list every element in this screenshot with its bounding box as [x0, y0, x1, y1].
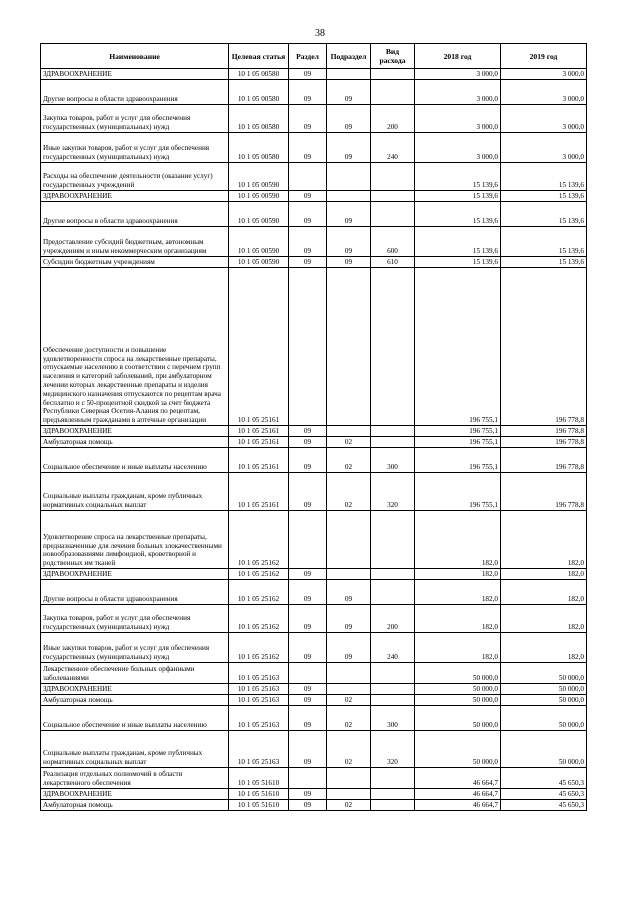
- cell-2018: 196 755,1: [415, 473, 501, 511]
- cell-subsection: [327, 191, 371, 202]
- cell-subsection: 02: [327, 706, 371, 731]
- table-row: [41, 633, 587, 663]
- table-row: [41, 133, 587, 163]
- cell-subsection: 09: [327, 80, 371, 105]
- cell-2018: 196 755,1: [415, 426, 501, 437]
- cell-code: 10 1 05 00580: [229, 133, 289, 163]
- cell-2018: 196 755,1: [415, 448, 501, 473]
- table-row: [41, 511, 587, 569]
- table-row: [41, 684, 587, 695]
- cell-expense-type: [371, 202, 415, 227]
- cell-section: 09: [289, 227, 327, 257]
- cell-section: 09: [289, 789, 327, 800]
- cell-subsection: [327, 569, 371, 580]
- cell-2018: 3 000,0: [415, 69, 501, 80]
- cell-subsection: 02: [327, 448, 371, 473]
- cell-subsection: 09: [327, 633, 371, 663]
- cell-code: 10 1 05 25163: [229, 731, 289, 768]
- cell-name: ЗДРАВООХРАНЕНИЕ: [41, 569, 229, 580]
- table-row: [41, 605, 587, 633]
- cell-subsection: 02: [327, 695, 371, 706]
- cell-subsection: 09: [327, 105, 371, 133]
- cell-subsection: [327, 684, 371, 695]
- cell-2018: 3 000,0: [415, 105, 501, 133]
- cell-subsection: [327, 426, 371, 437]
- cell-subsection: 02: [327, 800, 371, 811]
- cell-code: 10 1 05 51610: [229, 768, 289, 789]
- cell-2019: 3 000,0: [501, 69, 587, 80]
- cell-code: 10 1 05 25162: [229, 569, 289, 580]
- cell-name: Другие вопросы в области здравоохранения: [41, 580, 229, 605]
- cell-2018: 46 664,7: [415, 800, 501, 811]
- cell-code: 10 1 05 00580: [229, 105, 289, 133]
- header-year-2019: 2019 год: [501, 44, 587, 69]
- cell-subsection: 09: [327, 133, 371, 163]
- cell-section: 09: [289, 605, 327, 633]
- cell-2018: 15 139,6: [415, 202, 501, 227]
- cell-section: [289, 163, 327, 191]
- cell-2019: 196 778,8: [501, 437, 587, 448]
- cell-code: 10 1 05 00590: [229, 163, 289, 191]
- cell-section: 09: [289, 569, 327, 580]
- cell-code: 10 1 05 25162: [229, 511, 289, 569]
- table-row: [41, 426, 587, 437]
- cell-expense-type: [371, 789, 415, 800]
- cell-subsection: [327, 768, 371, 789]
- cell-subsection: [327, 69, 371, 80]
- table-row: [41, 800, 587, 811]
- cell-section: 09: [289, 191, 327, 202]
- cell-2019: 3 000,0: [501, 80, 587, 105]
- cell-subsection: 09: [327, 257, 371, 268]
- cell-expense-type: [371, 511, 415, 569]
- cell-section: 09: [289, 633, 327, 663]
- cell-code: 10 1 05 00590: [229, 257, 289, 268]
- cell-name: ЗДРАВООХРАНЕНИЕ: [41, 69, 229, 80]
- cell-2019: 15 139,6: [501, 227, 587, 257]
- cell-subsection: [327, 163, 371, 191]
- table-row: [41, 569, 587, 580]
- cell-2019: 50 000,0: [501, 695, 587, 706]
- cell-name: Закупка товаров, работ и услуг для обеспечения государственных (муниципальных) нужд: [41, 105, 229, 133]
- cell-section: 09: [289, 257, 327, 268]
- cell-expense-type: [371, 569, 415, 580]
- table-row: [41, 731, 587, 768]
- cell-section: [289, 268, 327, 426]
- cell-2019: 15 139,6: [501, 191, 587, 202]
- cell-code: 10 1 05 25161: [229, 426, 289, 437]
- cell-name: Социальные выплаты гражданам, кроме публичных нормативных социальных выплат: [41, 731, 229, 768]
- cell-code: 10 1 05 00590: [229, 191, 289, 202]
- table-row: [41, 191, 587, 202]
- table-row: [41, 580, 587, 605]
- cell-2018: 182,0: [415, 605, 501, 633]
- cell-name: ЗДРАВООХРАНЕНИЕ: [41, 789, 229, 800]
- cell-2019: 196 778,8: [501, 473, 587, 511]
- cell-expense-type: [371, 426, 415, 437]
- cell-name: Обеспечение доступности и повышение удовлетворенности спроса на лекарственные препараты, отпускаемые населению в соответствии с перечнем групп населения и категорий заболеваний, при амбулаторном лечении которых лекарственные препараты и изделия медицинского назначения отпускаются по рецептам врача бесплатно и с 50-процентной скидкой за счет бюджета Республики Северная Осетия-Алания по рецептам, предъявленным гражданами в аптечные организации: [41, 268, 229, 426]
- cell-2019: 50 000,0: [501, 684, 587, 695]
- cell-expense-type: 200: [371, 605, 415, 633]
- cell-2019: 15 139,6: [501, 202, 587, 227]
- cell-section: 09: [289, 426, 327, 437]
- table-row: [41, 105, 587, 133]
- cell-2019: 196 778,8: [501, 268, 587, 426]
- cell-2019: 3 000,0: [501, 133, 587, 163]
- cell-subsection: 09: [327, 202, 371, 227]
- cell-name: Закупка товаров, работ и услуг для обеспечения государственных (муниципальных) нужд: [41, 605, 229, 633]
- cell-name: Реализация отдельных полномочий в области лекарственного обеспечения: [41, 768, 229, 789]
- cell-section: 09: [289, 473, 327, 511]
- cell-2019: 45 650,3: [501, 789, 587, 800]
- cell-2019: 15 139,6: [501, 163, 587, 191]
- header-code: Целевая статья: [229, 44, 289, 69]
- cell-expense-type: 600: [371, 227, 415, 257]
- cell-name: Социальные выплаты гражданам, кроме публичных нормативных социальных выплат: [41, 473, 229, 511]
- cell-2019: 182,0: [501, 569, 587, 580]
- cell-name: Амбулаторная помощь: [41, 437, 229, 448]
- header-name: Наименование: [41, 44, 229, 69]
- cell-2019: 182,0: [501, 580, 587, 605]
- cell-name: ЗДРАВООХРАНЕНИЕ: [41, 426, 229, 437]
- table-row: [41, 202, 587, 227]
- cell-code: 10 1 05 00590: [229, 202, 289, 227]
- cell-code: 10 1 05 25161: [229, 473, 289, 511]
- cell-2018: 50 000,0: [415, 684, 501, 695]
- cell-2019: 50 000,0: [501, 731, 587, 768]
- cell-2019: 182,0: [501, 633, 587, 663]
- cell-2018: 182,0: [415, 511, 501, 569]
- cell-code: 10 1 05 25161: [229, 437, 289, 448]
- cell-expense-type: [371, 437, 415, 448]
- cell-code: 10 1 05 25161: [229, 448, 289, 473]
- cell-2019: 182,0: [501, 605, 587, 633]
- cell-code: 10 1 05 25162: [229, 580, 289, 605]
- cell-code: 10 1 05 25161: [229, 268, 289, 426]
- cell-2018: 46 664,7: [415, 768, 501, 789]
- table-row: [41, 227, 587, 257]
- cell-section: 09: [289, 580, 327, 605]
- cell-section: 09: [289, 800, 327, 811]
- cell-expense-type: 610: [371, 257, 415, 268]
- table-row: [41, 473, 587, 511]
- cell-2018: 15 139,6: [415, 257, 501, 268]
- cell-section: 09: [289, 695, 327, 706]
- cell-section: 09: [289, 80, 327, 105]
- cell-code: 10 1 05 51610: [229, 789, 289, 800]
- table-row: [41, 706, 587, 731]
- cell-2018: 50 000,0: [415, 706, 501, 731]
- cell-section: 09: [289, 202, 327, 227]
- cell-name: Субсидии бюджетным учреждениям: [41, 257, 229, 268]
- cell-2018: 196 755,1: [415, 437, 501, 448]
- cell-2018: 50 000,0: [415, 663, 501, 684]
- table-header-row: [41, 44, 587, 69]
- cell-2018: 3 000,0: [415, 133, 501, 163]
- cell-name: Иные закупки товаров, работ и услуг для обеспечения государственных (муниципальных) нужд: [41, 633, 229, 663]
- cell-expense-type: [371, 663, 415, 684]
- cell-2018: 182,0: [415, 569, 501, 580]
- cell-expense-type: 300: [371, 448, 415, 473]
- header-section: Раздел: [289, 44, 327, 69]
- table-row: [41, 663, 587, 684]
- cell-2018: 15 139,6: [415, 227, 501, 257]
- cell-section: 09: [289, 731, 327, 768]
- cell-name: Предоставление субсидий бюджетным, автономным учреждениям и иным некоммерческим организациям: [41, 227, 229, 257]
- cell-code: 10 1 05 00580: [229, 80, 289, 105]
- table-row: [41, 768, 587, 789]
- cell-2019: 45 650,3: [501, 768, 587, 789]
- table-row: [41, 789, 587, 800]
- cell-name: Другие вопросы в области здравоохранения: [41, 202, 229, 227]
- table-body: [41, 69, 587, 811]
- cell-name: Иные закупки товаров, работ и услуг для обеспечения государственных (муниципальных) нужд: [41, 133, 229, 163]
- cell-section: 09: [289, 706, 327, 731]
- table-row: [41, 69, 587, 80]
- cell-name: Лекарственное обеспечение больных орфанными заболеваниями: [41, 663, 229, 684]
- cell-expense-type: [371, 69, 415, 80]
- cell-2018: 50 000,0: [415, 731, 501, 768]
- cell-code: 10 1 05 00590: [229, 227, 289, 257]
- cell-2019: 3 000,0: [501, 105, 587, 133]
- table-row: [41, 695, 587, 706]
- cell-code: 10 1 05 25163: [229, 695, 289, 706]
- cell-2019: 50 000,0: [501, 706, 587, 731]
- cell-2018: 46 664,7: [415, 789, 501, 800]
- cell-code: 10 1 05 00580: [229, 69, 289, 80]
- page-number: 38: [315, 28, 325, 39]
- cell-subsection: 09: [327, 580, 371, 605]
- cell-name: Расходы на обеспечение деятельности (оказание услуг) государственных учреждений: [41, 163, 229, 191]
- cell-subsection: 09: [327, 605, 371, 633]
- cell-expense-type: 240: [371, 133, 415, 163]
- cell-section: 09: [289, 448, 327, 473]
- cell-section: [289, 768, 327, 789]
- table-row: [41, 437, 587, 448]
- cell-2018: 182,0: [415, 580, 501, 605]
- cell-2019: 196 778,8: [501, 448, 587, 473]
- cell-2018: 15 139,6: [415, 163, 501, 191]
- cell-section: [289, 511, 327, 569]
- table-row: [41, 80, 587, 105]
- cell-section: 09: [289, 105, 327, 133]
- cell-code: 10 1 05 25163: [229, 706, 289, 731]
- table-row: [41, 268, 587, 426]
- table-row: [41, 448, 587, 473]
- cell-subsection: 02: [327, 731, 371, 768]
- cell-2018: 15 139,6: [415, 191, 501, 202]
- cell-expense-type: 300: [371, 706, 415, 731]
- cell-name: ЗДРАВООХРАНЕНИЕ: [41, 191, 229, 202]
- cell-name: Удовлетворение спроса на лекарственные препараты, предназначенные для лечения больных злокачественными новообразованиями лимфоидной, кроветворной и родственных им тканей: [41, 511, 229, 569]
- cell-expense-type: [371, 695, 415, 706]
- cell-2019: 182,0: [501, 511, 587, 569]
- cell-name: Амбулаторная помощь: [41, 800, 229, 811]
- cell-code: 10 1 05 25162: [229, 633, 289, 663]
- cell-2018: 182,0: [415, 633, 501, 663]
- cell-expense-type: [371, 163, 415, 191]
- cell-code: 10 1 05 51610: [229, 800, 289, 811]
- cell-code: 10 1 05 25163: [229, 663, 289, 684]
- cell-subsection: [327, 789, 371, 800]
- cell-code: 10 1 05 25163: [229, 684, 289, 695]
- cell-2018: 196 755,1: [415, 268, 501, 426]
- cell-subsection: [327, 663, 371, 684]
- cell-expense-type: 240: [371, 633, 415, 663]
- cell-section: 09: [289, 684, 327, 695]
- cell-subsection: 02: [327, 473, 371, 511]
- cell-subsection: 09: [327, 227, 371, 257]
- cell-subsection: [327, 268, 371, 426]
- cell-expense-type: [371, 191, 415, 202]
- cell-expense-type: [371, 800, 415, 811]
- table-row: [41, 163, 587, 191]
- budget-table: [40, 43, 587, 811]
- cell-section: 09: [289, 69, 327, 80]
- cell-expense-type: [371, 268, 415, 426]
- cell-expense-type: [371, 768, 415, 789]
- cell-2018: 3 000,0: [415, 80, 501, 105]
- cell-name: Социальное обеспечение и иные выплаты населению: [41, 448, 229, 473]
- cell-2019: 50 000,0: [501, 663, 587, 684]
- cell-section: 09: [289, 437, 327, 448]
- cell-expense-type: [371, 580, 415, 605]
- cell-2019: 45 650,3: [501, 800, 587, 811]
- cell-2018: 50 000,0: [415, 695, 501, 706]
- cell-2019: 15 139,6: [501, 257, 587, 268]
- cell-name: Социальное обеспечение и иные выплаты населению: [41, 706, 229, 731]
- cell-name: ЗДРАВООХРАНЕНИЕ: [41, 684, 229, 695]
- cell-subsection: 02: [327, 437, 371, 448]
- cell-name: Другие вопросы в области здравоохранения: [41, 80, 229, 105]
- cell-subsection: [327, 511, 371, 569]
- cell-2019: 196 778,8: [501, 426, 587, 437]
- header-expense-type: Вид расхода: [371, 44, 415, 69]
- cell-expense-type: 320: [371, 473, 415, 511]
- header-year-2018: 2018 год: [415, 44, 501, 69]
- cell-code: 10 1 05 25162: [229, 605, 289, 633]
- cell-expense-type: 320: [371, 731, 415, 768]
- header-subsection: Подраздел: [327, 44, 371, 69]
- cell-name: Амбулаторная помощь: [41, 695, 229, 706]
- cell-expense-type: [371, 684, 415, 695]
- cell-expense-type: 200: [371, 105, 415, 133]
- cell-section: 09: [289, 133, 327, 163]
- cell-expense-type: [371, 80, 415, 105]
- cell-section: [289, 663, 327, 684]
- table-row: [41, 257, 587, 268]
